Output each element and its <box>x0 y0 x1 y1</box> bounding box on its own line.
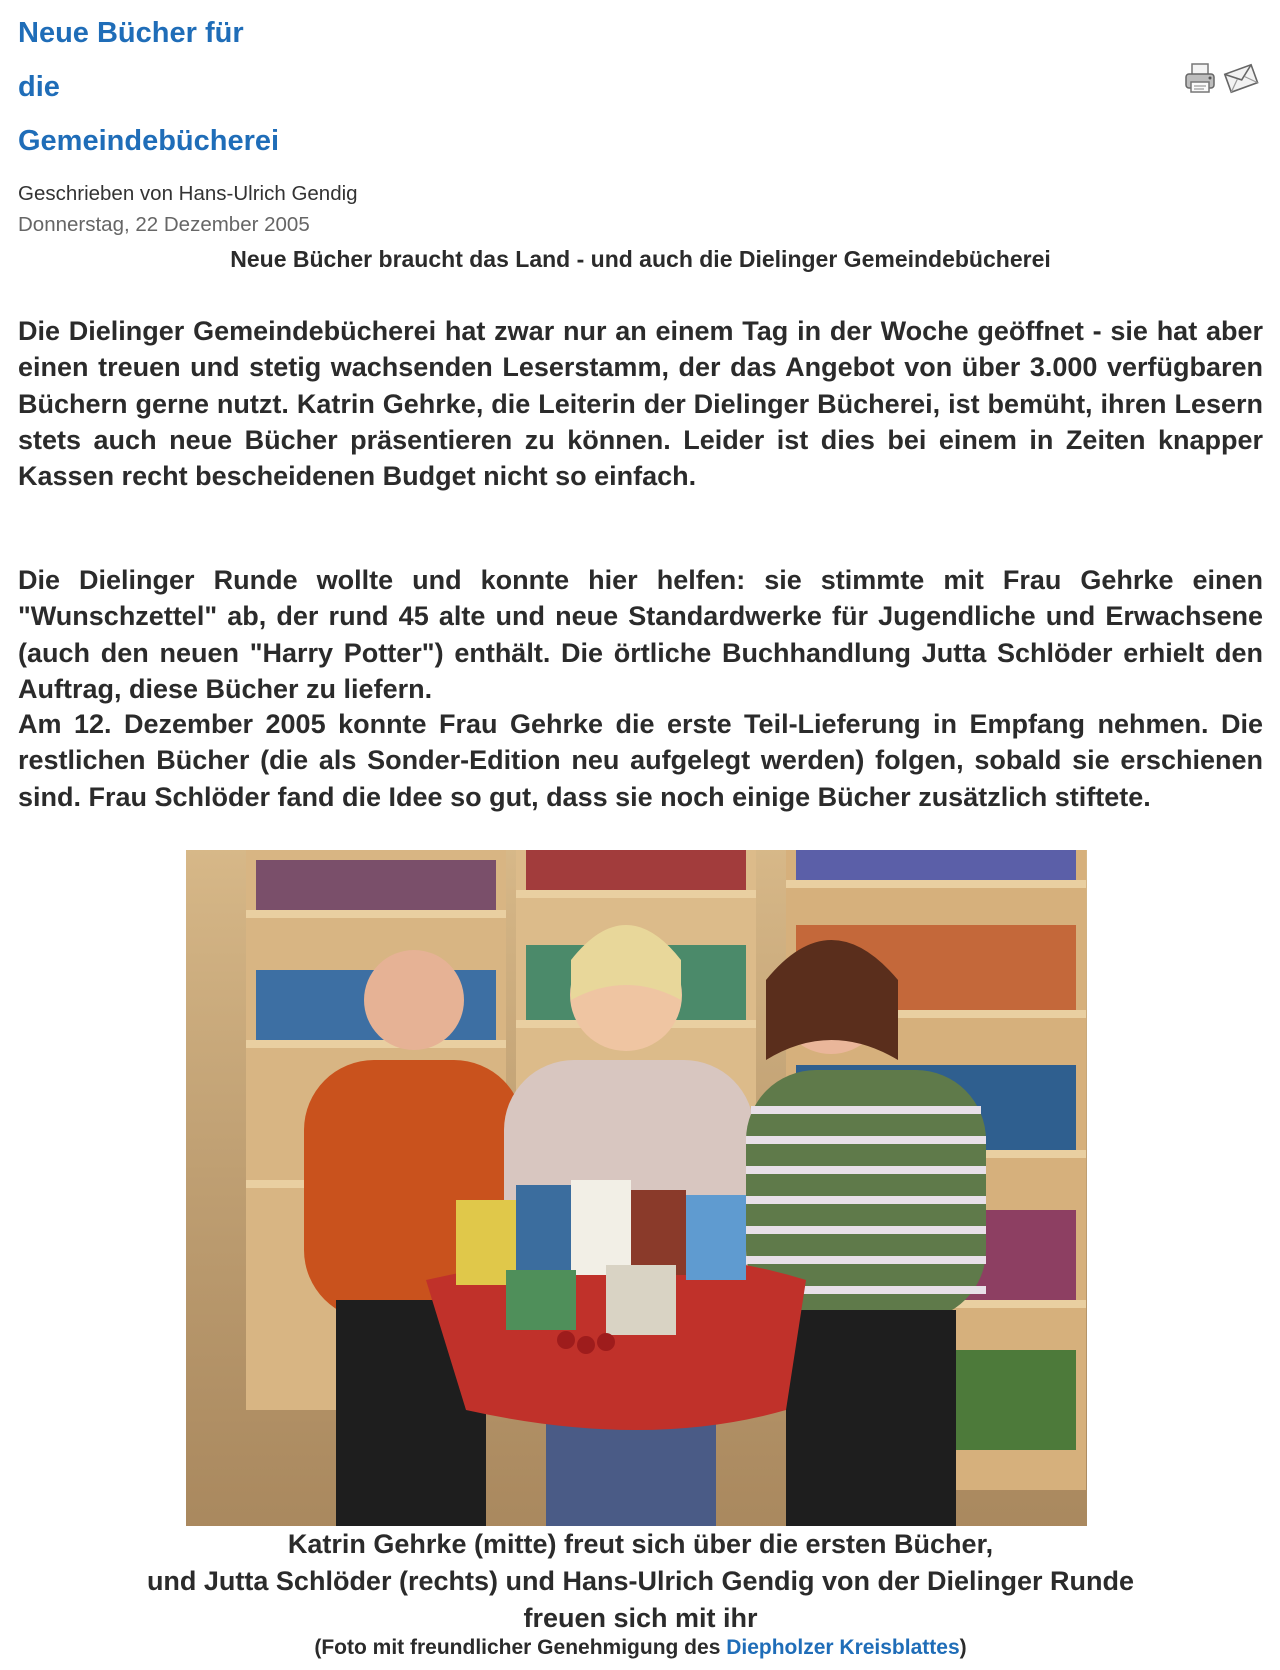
photo-credit <box>18 1636 1263 1660</box>
article-date: Donnerstag, 22 Dezember 2005 <box>18 213 310 236</box>
article-title <box>18 6 538 168</box>
print-icon[interactable] <box>1183 60 1219 96</box>
article-title-line: Neue Bücher für <box>18 17 244 49</box>
article-actions <box>1183 60 1259 96</box>
email-icon[interactable] <box>1223 60 1259 96</box>
photo-caption <box>18 1526 1263 1637</box>
photo-caption-line: Katrin Gehrke (mitte) freut sich über die ersten Bücher, <box>287 1529 994 1559</box>
photo-credit-prefix: (Foto mit freundlicher Genehmigung des <box>314 1636 727 1659</box>
credit-link[interactable]: Diepholzer Kreisblattes <box>726 1636 960 1659</box>
article-title-line: die <box>18 71 60 103</box>
photo-caption-line: und Jutta Schlöder (rechts) und Hans-Ulrich Gendig von der Dielinger Runde <box>146 1566 1135 1596</box>
photo-caption-line: freuen sich mit ihr <box>523 1603 758 1633</box>
article-paragraph: Die Dielinger Gemeindebücherei hat zwar nur an einem Tag in der Woche geöffnet - sie hat aber einen treuen und stetig wachsenden Leserstamm, der das Angebot von über 3.000 verfügbaren Büchern gerne nutzt. Katrin Gehrke, die Leiterin der Dielinger Bücherei, ist bemüht, ihren Lesern stets auch neue Bücher präsentieren zu können. Leider ist dies bei einem in Zeiten knapper Kassen recht bescheidenen Budget nicht so einfach. <box>18 316 1263 492</box>
article-paragraph: Am 12. Dezember 2005 konnte Frau Gehrke die erste Teil-Lieferung in Empfang nehmen. Die restlichen Bücher (die als Sonder-Edition neu aufgelegt werden) folgen, sobald sie erschienen sind. Frau Schlöder fand die Idee so gut, dass sie noch einige Bücher zusätzlich stiftete. <box>18 709 1263 812</box>
article-title-line: Gemeindebücherei <box>18 125 280 157</box>
article-author: Geschrieben von Hans-Ulrich Gendig <box>18 182 358 205</box>
article-paragraph: Die Dielinger Runde wollte und konnte hier helfen: sie stimmte mit Frau Gehrke einen "Wunschzettel" ab, der rund 45 alte und neue Standardwerke für Jugendliche und Erwachsene (auch den neuen "Harry Potter") enthält. Die örtliche Buchhandlung Jutta Schlöder erhielt den Auftrag, diese Bücher zu liefern. <box>18 565 1263 704</box>
library-photo-illustration <box>186 850 1087 1526</box>
article-photo <box>186 850 1087 1526</box>
photo-credit-suffix: ) <box>959 1636 967 1659</box>
article-subtitle: Neue Bücher braucht das Land - und auch die Dielinger Gemeindebücherei <box>230 246 1051 272</box>
